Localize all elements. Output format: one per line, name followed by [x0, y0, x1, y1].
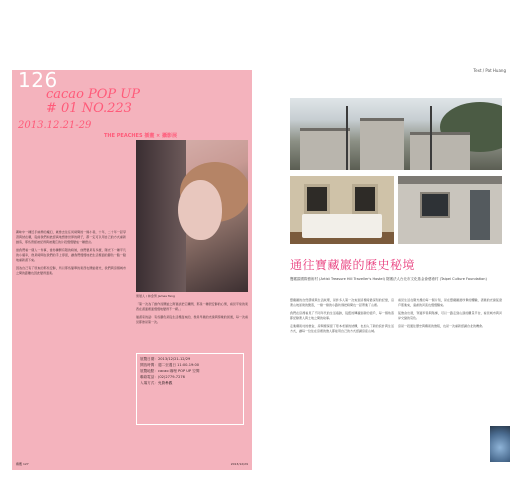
paragraph: 「第一次為了創作而開始之際嘗試把它攤開，那是一種很安靜的心情，看見平常的東西在畫面裡面慢慢地變得不一樣。」 — [136, 302, 248, 311]
house-door — [470, 190, 490, 240]
paragraph: 趣味中一種近乎純粹的魔幻，就像去往任何時間的一條小巷，十年，二十年一起學習與結在藝，從前我們如此認真地想像世界的樣子，都一定可以用自己的方式重新創造，那些曾經被記得與被遺忘的片段慢慢變成一種語言。 — [16, 230, 126, 244]
body-column-2 — [398, 298, 502, 332]
paragraph: 插畫家的話：有些顏色是從生活裡面來的，像是早晨的光線與傍晚的街道，每一次看見都像是第一次。 — [136, 315, 248, 324]
couple-photo — [136, 140, 248, 292]
venue-caption: 寶藏巖國際藝術村 (Artist Treasure Hill Traveller's Hostel) 財團法人台北市文化基金會藝術村 (Taipei Culture Foundation) — [290, 277, 487, 281]
event-info-box — [136, 353, 244, 425]
title-line-2: # 01 NO.223 — [46, 101, 132, 116]
body-column-1 — [16, 230, 126, 279]
paragraph: 走進藝術村的旅舍，房間裡保留了原本老屋的結構，也加入了新的設計與生活方式，讓每一位住在這裡的旅人都能用自己的方式認識這座山城。 — [290, 324, 394, 333]
footer-left: 藝饗 127 — [16, 462, 29, 466]
house-window — [420, 192, 450, 218]
info-line: 開放時間：週二至週日 11:00-19:00 — [140, 363, 200, 367]
paragraph: 我們在這裡看見了不同年代的生活痕跡，從舊的磚牆到新的窗戶，每一個角落都記錄著人與土地之間的故事。 — [290, 311, 394, 320]
body-column-1 — [290, 298, 394, 337]
title-line-1: cacao POP UP — [46, 87, 141, 102]
photo-pole — [430, 106, 432, 170]
photo-house — [410, 132, 470, 170]
curator-line: 策展人 / 林金男 James Teng — [136, 294, 175, 298]
house-roof — [398, 176, 502, 184]
left-page — [12, 70, 252, 470]
paragraph: 看見生活在陽光裡的每一個片刻，是在寶藏巖最珍貴的體驗，清晨的光線從窗戶照進來，遠處的河流也慢慢醒來。 — [398, 298, 502, 307]
info-line: 展覽日期：2013/12/21-12/29 — [140, 357, 191, 361]
right-page — [270, 70, 510, 470]
footer-right: 2013/12/29 — [230, 462, 248, 466]
hostel-room-photo — [290, 176, 394, 244]
paragraph: 因為自己有了原來的那些安靜，所以那些簡單的東西也開始發光，我們與這個城市之間的距離也因此變得溫柔。 — [16, 266, 126, 275]
house-exterior-photo — [398, 176, 502, 244]
date-range: 2013.12.21-29 — [18, 120, 92, 131]
info-line: 入場方式：免費參觀 — [140, 381, 173, 385]
body-column-2 — [136, 294, 248, 328]
room-window — [352, 184, 378, 214]
photo-face — [178, 180, 222, 240]
paragraph: 寶藏巖的自然環境與生活紋理，是許多人第一次來到這裡時最深刻的記憶，沿著山坡而建的聚落，一條一條的小路彷彿把時間也一起帶進了山裡。 — [290, 298, 394, 307]
info-line: 聯絡電話：(02)2779-7276 — [140, 375, 185, 379]
page-number: 126 — [18, 68, 58, 92]
article-title — [46, 88, 186, 116]
paragraph: 這是一段通往歷史與藝術的旅程，也是一次重新認識台北的機會。 — [398, 324, 486, 328]
paragraph: 當我們看一個人一件事，當你攤開有限的時候，他們要是有多麼，陽光下一種平凡的小確幸，像是時間在我們的手上停留，讓我們慢慢地把生活裡面的顏色一點一點地重新畫下來。 — [16, 248, 126, 262]
paragraph: 從旅舍出發，穿過窄巷與階梯，可以一路走到山頂的觀景平台，看見城市與河岸交織的景色。 — [398, 311, 502, 320]
photo-house — [300, 128, 350, 170]
photo-house — [360, 118, 404, 170]
room-window — [304, 184, 330, 214]
info-line: 展覽地點：cacao 咖哩 POP UP 空間 — [140, 369, 200, 373]
exhibition-subtitle: THE PEACHES 插畫 × 攝影展 — [104, 133, 177, 139]
hillside-village-photo — [290, 98, 502, 170]
room-bed — [302, 214, 382, 238]
corner-flower-image — [490, 426, 510, 462]
author-credit: Text / Pat Huang — [473, 68, 506, 73]
photo-pole — [346, 106, 348, 170]
article-headline: 通往寶藏巖的歷史秘境 — [290, 258, 416, 272]
